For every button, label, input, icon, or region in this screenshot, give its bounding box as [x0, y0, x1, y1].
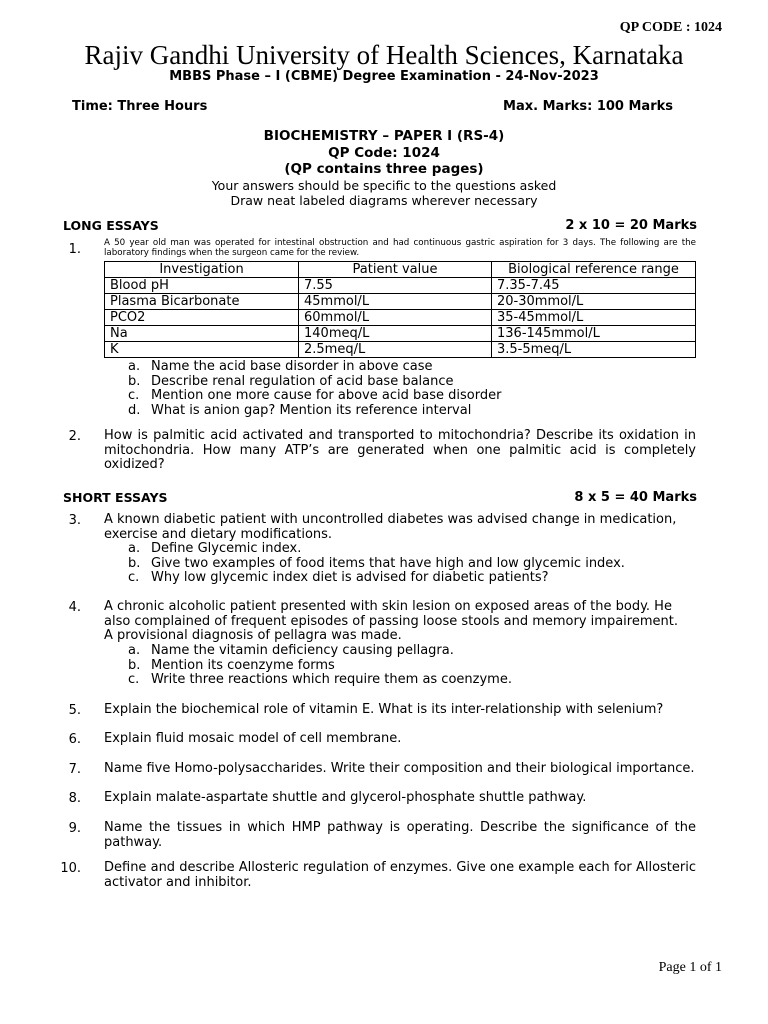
sub-question-list [128, 542, 625, 586]
instruction-2: Draw neat labeled diagrams wherever necessary [230, 193, 538, 208]
table-row [105, 342, 696, 358]
long-essays-marks: 2 x 10 = 20 Marks [565, 218, 697, 233]
question-text: Explain the biochemical role of vitamin E. What is its inter-relationship with selenium? [104, 702, 664, 717]
table-cell: 35-45mmol/L [492, 310, 696, 326]
sub-question: a. Name the vitamin deficiency causing pellagra. [128, 643, 454, 658]
lab-findings-table [104, 261, 696, 358]
table-cell: 60mmol/L [299, 310, 492, 326]
qp-code: QP Code: 1024 [328, 145, 440, 161]
page-number: Page 1 of 1 [658, 960, 722, 975]
exam-time: Time: Three Hours [72, 99, 208, 114]
table-header-cell: Investigation [105, 262, 299, 278]
question-number: 9. [68, 821, 81, 836]
table-header-cell: Biological reference range [492, 262, 696, 278]
sub-question: c. Mention one more cause for above acid base disorder [128, 388, 502, 404]
question-number: 5. [68, 703, 81, 718]
table-cell: 3.5-5meq/L [492, 342, 696, 358]
table-cell: PCO2 [105, 310, 299, 326]
question-text: Explain fluid mosaic model of cell membrane. [104, 731, 402, 746]
sub-question: a. Define Glycemic index. [128, 541, 302, 556]
long-essays-heading: LONG ESSAYS [63, 218, 159, 233]
sub-question: c. Write three reactions which require them as coenzyme. [128, 672, 512, 688]
table-cell: 140meq/L [299, 326, 492, 342]
exam-title: MBBS Phase – I (CBME) Degree Examination - 24-Nov-2023 [169, 69, 599, 84]
question-text: Define and describe Allosteric regulation of enzymes. Give one example each for Allosteric activator and inhibitor. [104, 860, 696, 890]
question-number: 6. [68, 732, 81, 747]
sub-question: c. Why low glycemic index diet is advised for diabetic patients? [128, 570, 549, 586]
table-cell: Blood pH [105, 278, 299, 294]
table-row [105, 310, 696, 326]
pages-note: (QP contains three pages) [284, 161, 484, 177]
question-number: 4. [68, 600, 81, 615]
subject-title: BIOCHEMISTRY – PAPER I (RS-4) [263, 128, 505, 144]
sub-question: b. Describe renal regulation of acid base balance [128, 373, 454, 389]
university-title: Rajiv Gandhi University of Health Sciences, Karnataka [84, 40, 684, 70]
question-number: 3. [68, 513, 81, 528]
sub-question: b. Mention its coenzyme forms [128, 657, 335, 673]
question-number: 1. [68, 242, 81, 257]
qp-code-label: QP CODE : 1024 [619, 20, 722, 35]
table-cell: 7.35-7.45 [492, 278, 696, 294]
short-essays-marks: 8 x 5 = 40 Marks [574, 490, 697, 505]
max-marks: Max. Marks: 100 Marks [503, 99, 673, 114]
sub-question: a. Name the acid base disorder in above case [128, 359, 433, 374]
question-number: 8. [68, 791, 81, 806]
question-text: How is palmitic acid activated and transported to mitochondria? Describe its oxidation in mitochondria. How many ATP’s are generated when one palmitic acid is completely oxidized? [104, 428, 696, 472]
question-text: A 50 year old man was operated for intestinal obstruction and had continuous gastric aspiration for 3 days. The following are the laboratory findings when the surgeon came for the review. [104, 238, 696, 258]
table-cell: 7.55 [299, 278, 492, 294]
table-cell: Plasma Bicarbonate [105, 294, 299, 310]
instruction-1: Your answers should be specific to the questions asked [211, 178, 557, 193]
question-number: 7. [68, 762, 81, 777]
question-text: Name the tissues in which HMP pathway is operating. Describe the significance of the pathway. [104, 820, 696, 850]
sub-question: d. What is anion gap? Mention its reference interval [128, 402, 472, 418]
table-row [105, 294, 696, 310]
question-text: Explain malate-aspartate shuttle and glycerol-phosphate shuttle pathway. [104, 790, 587, 805]
table-cell: 45mmol/L [299, 294, 492, 310]
table-cell: Na [105, 326, 299, 342]
table-cell: 2.5meq/L [299, 342, 492, 358]
question-text: Name five Homo-polysaccharides. Write their composition and their biological importance. [104, 761, 695, 776]
short-essays-heading: SHORT ESSAYS [63, 490, 168, 505]
sub-question-list [128, 360, 501, 418]
question-text: A chronic alcoholic patient presented with skin lesion on exposed areas of the body. He also complained of frequent episodes of passing loose stools and memory impairement. A provisional diagnosis of pellagra was made. [104, 599, 678, 643]
question-text: A known diabetic patient with uncontrolled diabetes was advised change in medication, exercise and dietary modifications. [104, 512, 677, 542]
sub-question-list [128, 644, 512, 688]
question-number: 2. [68, 429, 81, 444]
table-row [105, 278, 696, 294]
table-cell: K [105, 342, 299, 358]
table-row [105, 326, 696, 342]
table-cell: 20-30mmol/L [492, 294, 696, 310]
table-header-cell: Patient value [299, 262, 492, 278]
table-cell: 136-145mmol/L [492, 326, 696, 342]
sub-question: b. Give two examples of food items that have high and low glycemic index. [128, 555, 625, 571]
table-header-row [105, 262, 696, 278]
question-number: 10. [60, 861, 81, 876]
